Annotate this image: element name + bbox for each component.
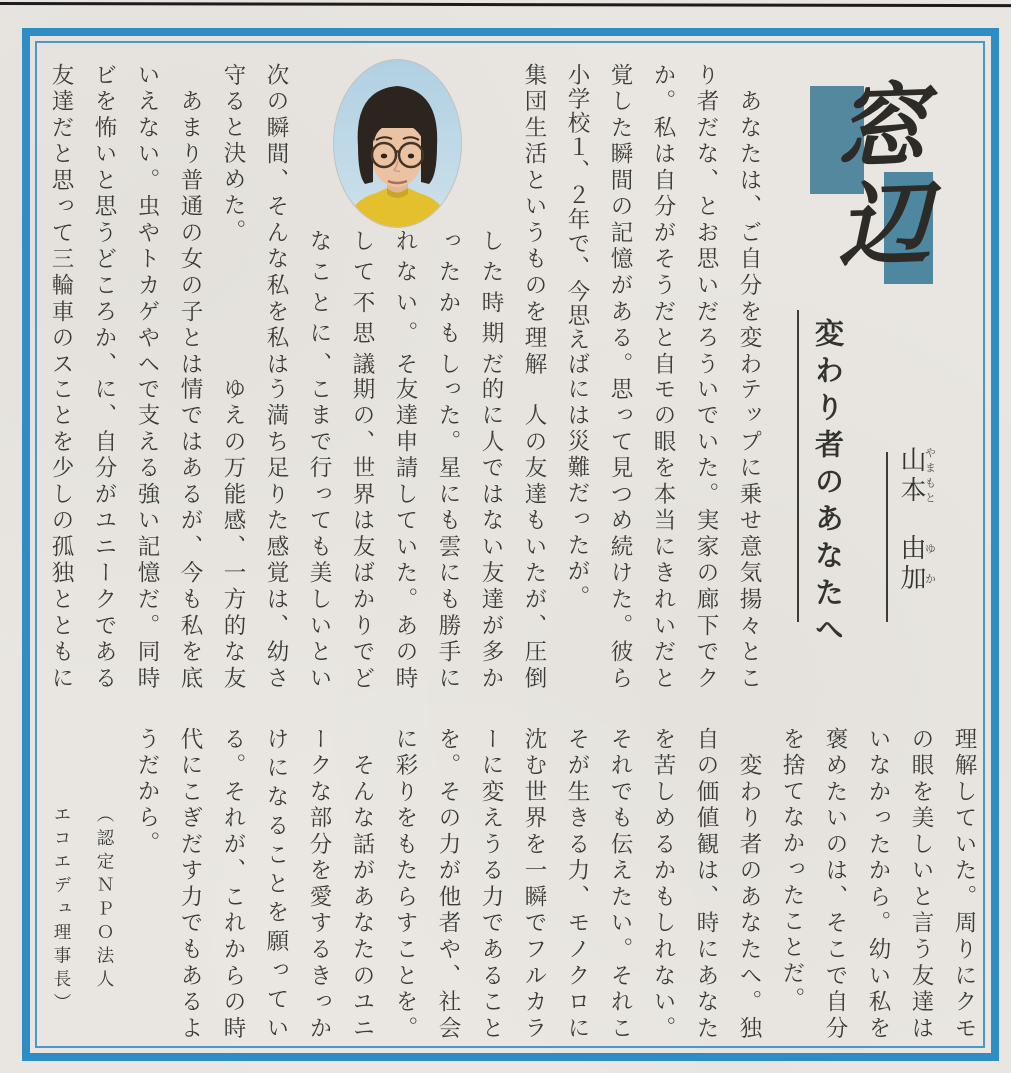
text-column: う満ち足りた感覚は、幼さ: [263, 377, 289, 690]
text-column: そが生きる力、モノクロに: [564, 727, 590, 1040]
text-column: の眼を美しいと言う友達は: [908, 727, 934, 1040]
text-column: 沈む世界を一瞬でフルカラ: [521, 727, 547, 1040]
text-column: に彩りをもたらすことを。: [392, 727, 418, 1040]
text-column: モの眼を本当にきれいだと: [650, 377, 676, 690]
text-column: 理解していた。周りにクモ: [951, 727, 977, 1040]
text-column: 自の価値観は、時にあなた: [693, 727, 719, 1040]
text-column: 小学校１、２年で、今思えば: [564, 63, 590, 376]
signature-column: （認定ＮＰＯ法人: [94, 805, 114, 993]
author-surname: [896, 446, 937, 506]
text-column: して不思議: [349, 229, 375, 376]
text-column: そんな話があなたのユニ: [349, 727, 375, 1040]
article-band-3: [39, 727, 985, 1040]
text-column: ったかもし: [435, 229, 461, 376]
text-column: か。私は自分がそうだと自: [650, 63, 676, 376]
text-column: 代にこぎだす力でもあるよ: [177, 727, 203, 1040]
text-column: 集団生活というものを理解: [521, 63, 547, 376]
text-column: には災難だったが。: [564, 377, 590, 611]
text-column: 褒めたいのは、そこで自分: [822, 727, 848, 1040]
text-column: 覚した瞬間の記憶がある。: [607, 63, 633, 376]
signature-column: エコエデュ理事長）: [51, 805, 71, 1017]
text-column: 人の友達もいたが、圧倒: [521, 377, 547, 690]
author-given-name: [896, 534, 937, 595]
text-column: で支える強い記憶だ。同時: [134, 377, 160, 690]
text-column: ーに変えうる力であること: [478, 727, 504, 1040]
text-column: いでいた。実家の廊下でク: [693, 377, 719, 690]
text-column: れない。そ: [392, 229, 418, 376]
author-given-text: 由加: [896, 534, 926, 595]
text-column: した時期だ: [478, 229, 504, 376]
text-column: 的に人ではない友達が多か: [478, 377, 504, 690]
text-column: テップに乗せ意気揚々とこ: [736, 377, 762, 690]
column-masthead: 窓辺: [817, 76, 933, 276]
text-column: あまり普通の女の子とは: [177, 63, 203, 376]
text-column: なことに、: [306, 229, 332, 376]
text-column: こまで行っても美しいとい: [306, 377, 332, 690]
text-column: った。星にも雲にも勝手に: [435, 377, 461, 690]
scan-edge-line: [0, 2, 1011, 7]
text-column: に、自分がユニークである: [91, 377, 117, 690]
column-headline: 変わり者のあなたへ: [811, 318, 845, 651]
text-column: ークな部分を愛するきっか: [306, 727, 332, 1040]
author-given-furigana: ゆか: [923, 534, 937, 595]
article-band-1: [39, 63, 770, 376]
text-column: 次の瞬間、そんな私を私は: [263, 63, 289, 376]
text-column: ゆえの万能感、一方的な友: [220, 377, 246, 690]
text-column: ビを怖いと思うどころか、: [91, 63, 117, 376]
author-rule: [886, 452, 888, 622]
text-column: を。その力が他者や、社会: [435, 727, 461, 1040]
text-column: あなたは、ご自分を変わ: [736, 63, 762, 376]
text-column: それでも伝えたい。それこ: [607, 727, 633, 1040]
text-column: 思って見つめ続けた。彼ら: [607, 377, 633, 690]
text-column: 友達だと思って三輪車のス: [48, 63, 74, 376]
text-column: うだから。: [134, 727, 160, 857]
text-column: 期の、世界は友ばかりでど: [349, 377, 375, 690]
text-column: り者だな、とお思いだろう: [693, 63, 719, 376]
author-surname-text: 山本: [896, 446, 926, 506]
text-column: る。それが、これからの時: [220, 727, 246, 1040]
text-column: 情ではあるが、今も私を底: [177, 377, 203, 690]
text-column: けになることを願ってい: [263, 727, 289, 1040]
headline-rule: [797, 310, 799, 622]
text-column: を苦しめるかもしれない。: [650, 727, 676, 1040]
text-column: いえない。虫やトカゲやヘ: [134, 63, 160, 376]
text-column: ことを少しの孤独とともに: [48, 377, 74, 690]
article-band-2: [39, 377, 770, 690]
text-column: を捨てなかったことだ。: [779, 727, 805, 1013]
text-column: 守ると決めた。: [220, 63, 246, 245]
text-column: 友達申請していた。あの時: [392, 377, 418, 690]
author-name: [896, 446, 936, 594]
text-column: いなかったから。幼い私を: [865, 727, 891, 1040]
author-surname-furigana: やまもと: [923, 446, 937, 506]
text-column: 変わり者のあなたへ。独: [736, 727, 762, 1040]
